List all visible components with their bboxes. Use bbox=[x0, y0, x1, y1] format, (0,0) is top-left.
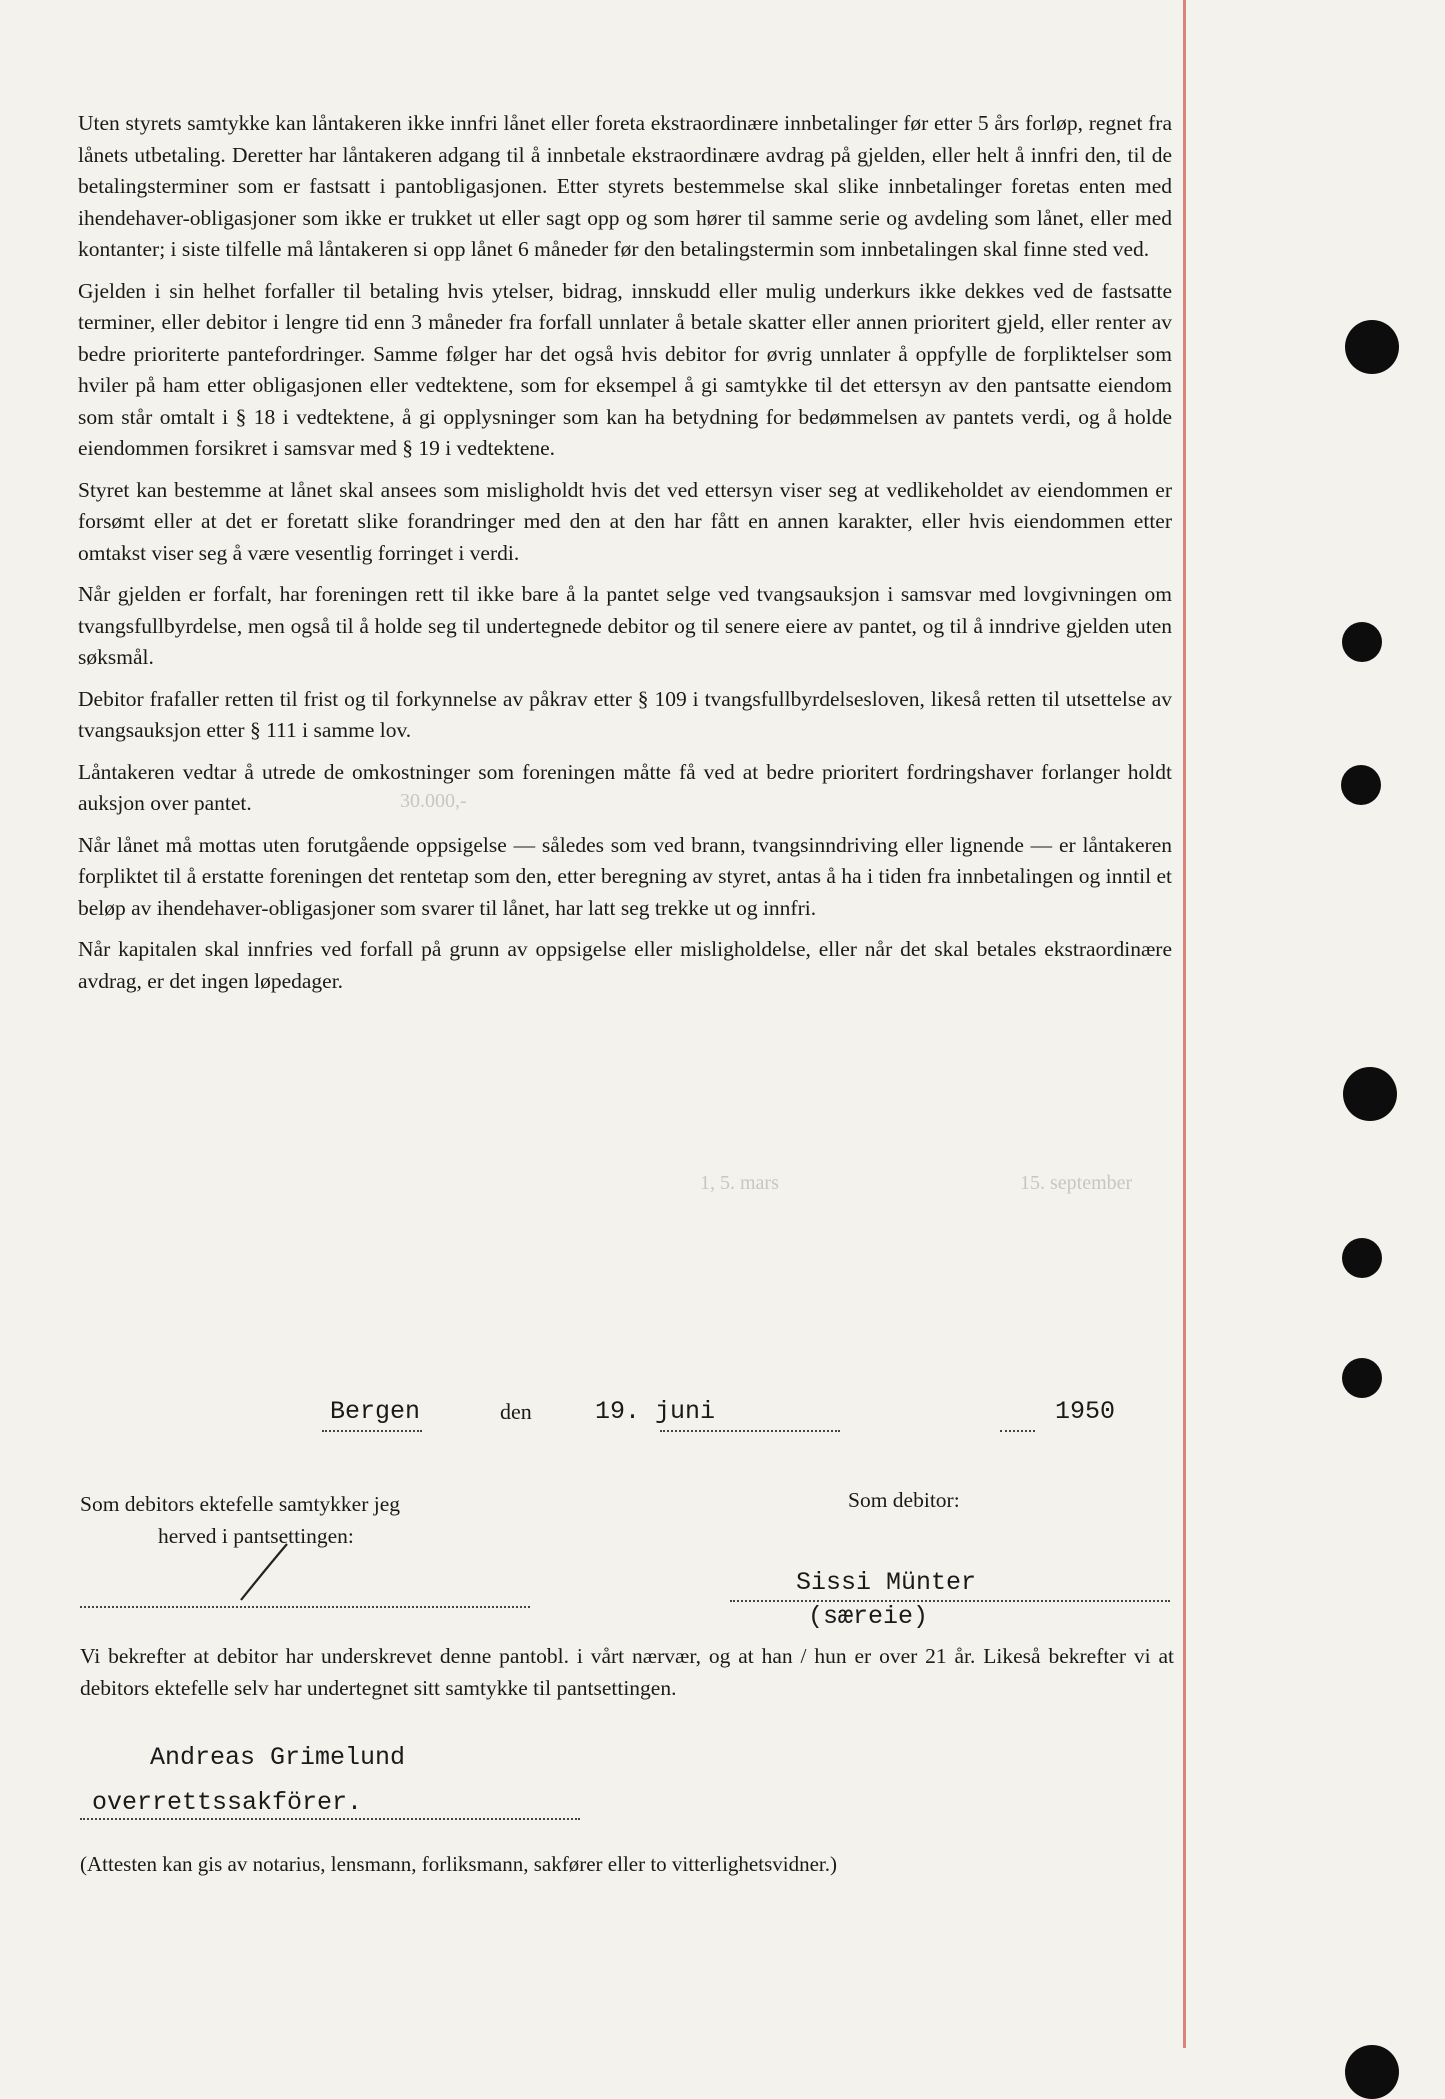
paragraph-early-repayment: Uten styrets samtykke kan låntakeren ikke innfri lånet eller foreta ekstraordinære innbetalinger før etter 5 års forløp, regnet fra lånets utbetaling. Deretter har låntakeren adgang til å innbetale ekstraordinære avdrag på gjelden, eller helt å innfri den, til de betalingsterminer som er fastsatt i pantobligasjonen. Etter styrets bestemmelse skal slike innbetalinger foretas enten med ihendehaver-obligasjoner som ikke er trukket ut eller sagt opp og som hører til samme serie og avdeling som lånet, eller med kontanter; i siste tilfelle må låntakeren si opp lånet 6 måneder før den betalingstermin som innbetalingen skal finne sted ved. bbox=[78, 111, 1172, 261]
date-day: 19. juni bbox=[595, 1397, 716, 1426]
witness-signature-line bbox=[80, 1818, 580, 1820]
date-dotted-line bbox=[1000, 1430, 1035, 1432]
place: Bergen bbox=[330, 1397, 421, 1426]
debtor-name: Sissi Münter bbox=[796, 1568, 977, 1597]
punch-hole-icon bbox=[1342, 622, 1382, 662]
spouse-consent-label bbox=[80, 1488, 510, 1552]
debtor-label: Som debitor: bbox=[848, 1488, 960, 1512]
date-dotted-line bbox=[322, 1430, 422, 1432]
spouse-signature-stroke bbox=[235, 1540, 295, 1605]
paragraph-default: Gjelden i sin helhet forfaller til betaling hvis ytelser, bidrag, innskudd eller mulig underkurs ikke dekkes ved de fastsatte terminer, eller debitor i lengre tid enn 3 måneder fra forfall unnlater å betale skatter eller annen prioritert gjeld, eller renter av bedre prioriterte pantefordringer. Samme følger har det også hvis debitor for øvrig unnlater å oppfylle de forpliktelser som hviler på ham etter obligasjonen eller vedtektene, som for eksempel å gi samtykke til det ettersyn av den pantsatte eiendom som står omtalt i § 18 i vedtektene, å gi opplysninger som kan ha betydning for bedømmelsen av pantets verdi, og å holde eiendommen forsikret i samsvar med § 19 i vedtektene. bbox=[78, 278, 1172, 460]
debtor-signature-line bbox=[730, 1600, 1170, 1602]
witness-name: Andreas Grimelund bbox=[150, 1743, 406, 1772]
bleed-through-text: 1, 5. mars bbox=[700, 1172, 779, 1194]
witness-title: overrettssakförer. bbox=[92, 1788, 363, 1817]
margin-rule bbox=[1183, 0, 1186, 2048]
spouse-signature-line bbox=[80, 1606, 530, 1608]
year: 1950 bbox=[1055, 1397, 1116, 1426]
witness-confirmation: Vi bekrefter at debitor har underskrevet denne pantobl. i vårt nærvær, og at han / hun er over 21 år. Likeså bekrefter vi at debitors ektefelle selv har undertegnet sitt samtykke til pantsettingen. bbox=[80, 1644, 1174, 1700]
date-dotted-line bbox=[660, 1430, 840, 1432]
punch-hole-icon bbox=[1342, 1238, 1382, 1278]
paragraph-costs: Låntakeren vedtar å utrede de omkostninger som foreningen måtte få ved at bedre prioritert fordringshaver forlanger holdt auksjon over pantet. bbox=[78, 759, 1172, 815]
bleed-through-text: 15. september bbox=[1020, 1172, 1133, 1194]
paragraph-interest-loss: Når lånet må mottas uten forutgående oppsigelse — således som ved brann, tvangsinndriving eller lignende — er låntakeren forpliktet til å erstatte foreningen det rentetap som den, etter beregning av styret, antas å ha i tiden fra innbetalingen og inntil et beløp av ihendehaver-obligasjoner som svarer til lånet, har latt seg trekke ut og innfri. bbox=[78, 832, 1172, 920]
punch-hole-icon bbox=[1342, 1358, 1382, 1398]
bleed-through-text: 30.000,- bbox=[400, 790, 467, 812]
debtor-note: (særeie) bbox=[808, 1602, 929, 1631]
attestation-note: (Attesten kan gis av notarius, lensmann, forliksmann, sakfører eller to vitterlighetsvidner.) bbox=[80, 1852, 837, 1876]
date-prefix: den bbox=[500, 1399, 532, 1424]
punch-hole-icon bbox=[1343, 1067, 1397, 1121]
paragraph-maintenance: Styret kan bestemme at lånet skal ansees som misligholdt hvis det ved ettersyn viser seg at vedlikeholdet av eiendommen er forsømt eller at det er foretatt slike forandringer med den at den har fått en annen karakter, eller hvis eiendommen etter omtakst viser seg å være vesentlig forringet i verdi. bbox=[78, 477, 1172, 565]
paragraph-waiver: Debitor frafaller retten til frist og til forkynnelse av påkrav etter § 109 i tvangsfullbyrdelsesloven, likeså retten til utsettelse av tvangsauksjon etter § 111 i samme lov. bbox=[78, 686, 1172, 742]
loan-terms bbox=[78, 108, 1172, 1007]
spouse-consent-line1: Som debitors ektefelle samtykker jeg bbox=[80, 1492, 401, 1516]
spouse-consent-line2: herved i pantsettingen: bbox=[158, 1524, 354, 1548]
punch-hole-icon bbox=[1341, 765, 1381, 805]
paragraph-grace-days: Når kapitalen skal innfries ved forfall på grunn av oppsigelse eller misligholdelse, eller når det skal betales ekstraordinære avdrag, er det ingen løpedager. bbox=[78, 937, 1172, 993]
punch-hole-icon bbox=[1345, 320, 1399, 374]
punch-hole-icon bbox=[1345, 2045, 1399, 2099]
paragraph-enforcement: Når gjelden er forfalt, har foreningen rett til ikke bare å la pantet selge ved tvangsauksjon i samsvar med lovgivningen om tvangsfullbyrdelse, men også til å holde seg til undertegnede debitor og til senere eiere av pantet, og til å inndrive gjelden uten søksmål. bbox=[78, 582, 1172, 669]
